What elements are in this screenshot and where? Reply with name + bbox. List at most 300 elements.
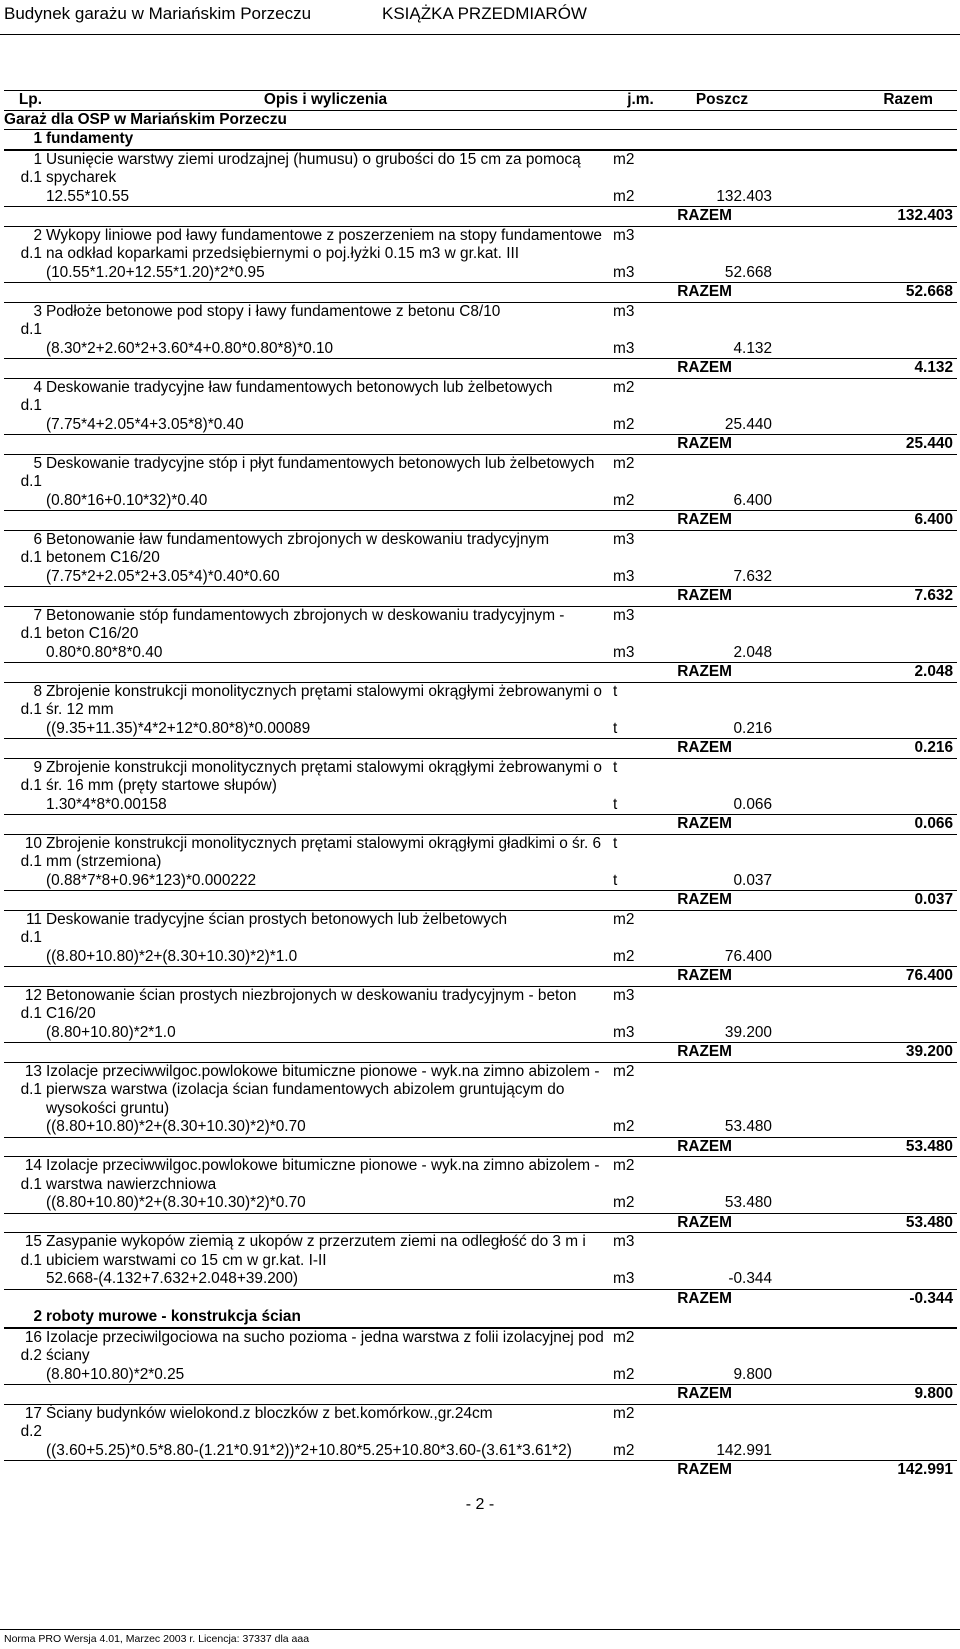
table-row xyxy=(4,1062,957,1119)
item-poszcz-value: 132.403 xyxy=(716,187,772,205)
calculation-unit: m3 xyxy=(613,339,635,357)
razem-cell xyxy=(772,1366,957,1385)
total-row xyxy=(4,1384,957,1404)
lp-cell xyxy=(4,264,42,283)
total-row xyxy=(4,966,957,986)
desc-cell xyxy=(46,435,605,454)
item-poszcz-value: 4.132 xyxy=(733,339,772,357)
item-number-cell xyxy=(4,683,42,720)
total-label: RAZEM xyxy=(677,359,732,376)
total-row xyxy=(4,358,957,378)
item-description: Deskowanie tradycyjne ścian prostych betonowych lub żelbetowych xyxy=(46,910,508,928)
item-unit: m2 xyxy=(613,1404,635,1422)
calculation-row xyxy=(4,1442,957,1461)
item-total-value: 52.668 xyxy=(905,283,953,300)
item-description: Deskowanie tradycyjne stóp i płyt fundamentowych betonowych lub żelbetowych xyxy=(46,454,595,472)
item-number-cell xyxy=(4,455,42,492)
poszcz-cell xyxy=(672,303,772,340)
calculation-unit: m3 xyxy=(613,567,635,585)
item-unit: t xyxy=(613,682,618,700)
item-poszcz-value: 53.480 xyxy=(724,1118,772,1135)
desc-cell xyxy=(46,1138,605,1157)
razem-cell xyxy=(772,531,957,568)
poszcz-cell xyxy=(672,379,772,416)
table-row xyxy=(4,1156,957,1194)
column-header-description: Opis i wyliczenia xyxy=(263,91,388,108)
item-poszcz-value: 53.480 xyxy=(724,1194,772,1211)
lp-cell xyxy=(4,644,42,663)
item-description: Zasypanie wykopów ziemią z ukopów z przerzutem ziemi na odległość do 3 m i ubiciem warstwami co 15 cm w gr.kat. I-II xyxy=(46,1233,586,1269)
total-row xyxy=(4,1137,957,1157)
razem-cell xyxy=(772,227,957,264)
table-row xyxy=(4,758,957,796)
razem-cell xyxy=(772,683,957,720)
header-document-title: KSIĄŻKA PRZEDMIARÓW xyxy=(382,4,587,23)
item-unit: m2 xyxy=(613,150,635,168)
item-chapter: d.1 xyxy=(20,777,42,794)
total-label: RAZEM xyxy=(677,207,732,224)
total-label: RAZEM xyxy=(677,435,732,452)
razem-cell xyxy=(772,1329,957,1366)
lp-cell xyxy=(4,967,42,986)
lp-cell xyxy=(4,492,42,511)
razem-cell xyxy=(772,1270,957,1289)
table-row xyxy=(4,530,957,568)
desc-cell xyxy=(46,1214,605,1233)
calculation-unit: t xyxy=(613,871,618,889)
total-row xyxy=(4,1289,957,1309)
item-number: 13 xyxy=(24,1062,42,1080)
item-chapter: d.1 xyxy=(20,625,42,642)
item-calculation: ((8.80+10.80)*2+(8.30+10.30)*2)*1.0 xyxy=(46,947,298,965)
calculation-unit: m3 xyxy=(613,263,635,281)
table-row xyxy=(4,454,957,492)
lp-cell xyxy=(4,872,42,891)
item-description: Podłoże betonowe pod stopy i ławy fundamentowe z betonu C8/10 xyxy=(46,302,501,320)
header-project-title: Budynek garażu w Mariańskim Porzeczu xyxy=(4,4,312,23)
desc-cell xyxy=(46,739,605,758)
item-calculation: 1.30*4*8*0.00158 xyxy=(46,795,167,813)
item-chapter: d.1 xyxy=(20,169,42,186)
calculation-row xyxy=(4,1366,957,1385)
lp-cell xyxy=(4,663,42,682)
item-calculation: 12.55*10.55 xyxy=(46,187,130,205)
item-chapter: d.1 xyxy=(20,549,42,566)
lp-cell xyxy=(4,948,42,967)
total-label: RAZEM xyxy=(677,891,732,908)
total-row xyxy=(4,738,957,758)
column-header-poszcz: Poszcz xyxy=(695,91,749,108)
item-chapter: d.1 xyxy=(20,321,42,338)
project-name: Garaż dla OSP w Mariańskim Porzeczu xyxy=(4,110,287,128)
item-chapter: d.1 xyxy=(20,1175,42,1193)
poszcz-cell xyxy=(672,835,772,872)
lp-cell xyxy=(4,188,42,207)
item-chapter: d.1 xyxy=(20,245,42,262)
razem-cell xyxy=(772,1194,957,1213)
calculation-unit: t xyxy=(613,795,618,813)
calculation-unit: m2 xyxy=(613,187,635,205)
item-total-value: -0.344 xyxy=(909,1289,953,1307)
item-unit: m2 xyxy=(613,1157,635,1174)
table-row xyxy=(4,986,957,1024)
item-poszcz-value: 39.200 xyxy=(724,1023,772,1041)
calculation-unit: m3 xyxy=(613,643,635,661)
item-number: 16 xyxy=(24,1328,42,1346)
column-header-unit: j.m. xyxy=(627,91,654,108)
item-poszcz-value: -0.344 xyxy=(728,1270,772,1287)
razem-cell xyxy=(772,416,957,435)
item-number: 12 xyxy=(24,986,42,1004)
lp-cell xyxy=(4,587,42,606)
item-chapter: d.2 xyxy=(20,1423,42,1440)
razem-cell xyxy=(772,568,957,587)
item-unit: m2 xyxy=(613,1062,635,1080)
lp-cell xyxy=(4,1290,42,1309)
lp-cell xyxy=(4,1194,42,1213)
total-label: RAZEM xyxy=(677,587,732,604)
item-poszcz-value: 52.668 xyxy=(724,263,772,281)
razem-cell xyxy=(772,188,957,207)
total-label: RAZEM xyxy=(677,815,732,832)
poszcz-cell xyxy=(672,607,772,644)
item-chapter: d.1 xyxy=(20,853,42,870)
item-description: Izolacje przeciwwilgoc.powlokowe bitumiczne pionowe - wyk.na zimno abizolem - warstwa nawierzchniowa xyxy=(46,1157,600,1193)
razem-cell xyxy=(772,759,957,796)
lp-cell xyxy=(4,511,42,530)
razem-cell xyxy=(772,1405,957,1442)
header-rule xyxy=(0,34,960,35)
item-number: 8 xyxy=(33,682,42,700)
item-unit: m2 xyxy=(613,1328,635,1346)
razem-cell xyxy=(772,340,957,359)
calculation-unit: m2 xyxy=(613,1365,635,1383)
item-unit: m2 xyxy=(613,454,635,472)
item-number-cell xyxy=(4,759,42,796)
razem-cell xyxy=(772,1157,957,1194)
calculation-row xyxy=(4,948,957,967)
item-number-cell xyxy=(4,835,42,872)
calculation-row xyxy=(4,1118,957,1137)
item-total-value: 25.440 xyxy=(905,435,953,452)
razem-cell xyxy=(772,1118,957,1137)
desc-cell xyxy=(46,1043,605,1062)
calculation-unit: m2 xyxy=(613,491,635,509)
poszcz-cell xyxy=(672,683,772,720)
item-number: 3 xyxy=(33,302,42,320)
total-label: RAZEM xyxy=(677,1213,732,1231)
item-unit: m2 xyxy=(613,378,635,396)
desc-cell xyxy=(46,511,605,530)
item-description: Betonowanie ścian prostych niezbrojonych w deskowaniu tradycyjnym - beton C16/20 xyxy=(46,986,577,1022)
item-number-cell xyxy=(4,151,42,188)
lp-cell xyxy=(4,1270,42,1289)
total-label: RAZEM xyxy=(677,1289,732,1307)
project-title-row xyxy=(4,111,957,131)
item-number: 1 xyxy=(33,150,42,168)
item-chapter: d.1 xyxy=(20,701,42,718)
total-label: RAZEM xyxy=(677,1043,732,1060)
calculation-row xyxy=(4,568,957,587)
item-unit: m3 xyxy=(613,302,635,320)
table-row xyxy=(4,226,957,264)
item-poszcz-value: 25.440 xyxy=(724,415,772,433)
lp-cell xyxy=(4,435,42,454)
poszcz-cell xyxy=(672,1329,772,1366)
item-number: 15 xyxy=(24,1233,42,1250)
page-header xyxy=(0,0,960,34)
desc-cell xyxy=(46,359,605,378)
calculation-unit: m3 xyxy=(613,1270,635,1287)
lp-cell xyxy=(4,1214,42,1233)
item-calculation: (8.80+10.80)*2*1.0 xyxy=(46,1023,176,1041)
item-calculation: (7.75*4+2.05*4+3.05*8)*0.40 xyxy=(46,415,244,433)
item-total-value: 142.991 xyxy=(897,1461,953,1478)
table-row xyxy=(4,834,957,872)
table-row xyxy=(4,1404,957,1442)
item-chapter: d.1 xyxy=(20,1251,42,1269)
item-calculation: (10.55*1.20+12.55*1.20)*2*0.95 xyxy=(46,263,265,281)
item-poszcz-value: 2.048 xyxy=(733,643,772,661)
item-number: 4 xyxy=(33,378,42,396)
razem-cell xyxy=(772,720,957,739)
total-label: RAZEM xyxy=(677,1385,732,1402)
item-total-value: 0.037 xyxy=(914,891,953,908)
item-description: Betonowanie stóp fundamentowych zbrojonych w deskowaniu tradycyjnym - beton C16/20 xyxy=(46,606,565,642)
calculation-unit: m2 xyxy=(613,1441,635,1459)
item-description: Zbrojenie konstrukcji monolitycznych prętami stalowymi okrągłymi żebrowanymi o śr. 16 mm (pręty startowe słupów) xyxy=(46,758,602,794)
item-unit: m3 xyxy=(613,606,635,624)
item-total-value: 39.200 xyxy=(905,1043,953,1060)
category-row xyxy=(4,1308,957,1328)
razem-cell xyxy=(772,264,957,283)
item-description: Zbrojenie konstrukcji monolitycznych prętami stalowymi okrągłymi żebrowanymi o śr. 12 mm xyxy=(46,682,602,718)
table-header-row xyxy=(4,90,957,111)
item-total-value: 0.066 xyxy=(914,815,953,832)
poszcz-cell xyxy=(672,1157,772,1194)
table-body xyxy=(4,130,957,1480)
total-row xyxy=(4,282,957,302)
item-calculation: ((8.80+10.80)*2+(8.30+10.30)*2)*0.70 xyxy=(46,1194,306,1211)
calculation-row xyxy=(4,188,957,207)
total-label: RAZEM xyxy=(677,511,732,528)
calculation-unit: t xyxy=(613,719,618,737)
poszcz-cell xyxy=(672,455,772,492)
poszcz-cell xyxy=(672,531,772,568)
lp-cell xyxy=(4,891,42,910)
calculation-unit: m2 xyxy=(613,947,635,965)
item-unit: t xyxy=(613,834,618,852)
column-header-razem: Razem xyxy=(883,91,933,108)
poszcz-cell xyxy=(672,1405,772,1442)
calculation-unit: m2 xyxy=(613,1118,635,1135)
razem-cell xyxy=(772,151,957,188)
total-row xyxy=(4,206,957,226)
calculation-row xyxy=(4,264,957,283)
page-number: - 2 - xyxy=(465,1496,495,1513)
item-poszcz-value: 142.991 xyxy=(716,1441,772,1459)
lp-cell xyxy=(4,359,42,378)
item-number-cell xyxy=(4,303,42,340)
calculation-row xyxy=(4,1024,957,1043)
total-row xyxy=(4,586,957,606)
lp-cell xyxy=(4,1118,42,1137)
total-row xyxy=(4,434,957,454)
calculation-unit: m2 xyxy=(613,1194,635,1211)
table-row xyxy=(4,910,957,948)
desc-cell xyxy=(46,891,605,910)
item-number-cell xyxy=(4,987,42,1024)
lp-cell xyxy=(4,1024,42,1043)
total-label: RAZEM xyxy=(677,739,732,756)
item-number-cell xyxy=(4,1157,42,1194)
item-unit: m3 xyxy=(613,1233,635,1250)
calculation-row xyxy=(4,492,957,511)
poszcz-cell xyxy=(672,1233,772,1270)
item-total-value: 53.480 xyxy=(905,1213,953,1231)
calculation-row xyxy=(4,1270,957,1289)
item-poszcz-value: 0.037 xyxy=(733,871,772,889)
item-number-cell xyxy=(4,379,42,416)
item-calculation: 0.80*0.80*8*0.40 xyxy=(46,643,163,661)
total-label: RAZEM xyxy=(677,1137,732,1155)
table-row xyxy=(4,378,957,416)
column-header-lp: Lp. xyxy=(18,91,42,108)
item-number: 10 xyxy=(24,834,42,852)
item-unit: m2 xyxy=(613,910,635,928)
desc-cell xyxy=(46,663,605,682)
razem-cell xyxy=(772,872,957,891)
total-row xyxy=(4,1213,957,1233)
item-calculation: ((8.80+10.80)*2+(8.30+10.30)*2)*0.70 xyxy=(46,1118,306,1135)
item-number-cell xyxy=(4,531,42,568)
item-number-cell xyxy=(4,227,42,264)
razem-cell xyxy=(772,1233,957,1270)
total-label: RAZEM xyxy=(677,283,732,300)
item-number: 5 xyxy=(33,454,42,472)
total-row xyxy=(4,1460,957,1480)
calculation-row xyxy=(4,416,957,435)
table-row xyxy=(4,302,957,340)
item-total-value: 6.400 xyxy=(914,511,953,528)
item-poszcz-value: 0.066 xyxy=(733,795,772,813)
item-number-cell xyxy=(4,1233,42,1270)
desc-cell xyxy=(46,283,605,302)
item-poszcz-value: 0.216 xyxy=(733,719,772,737)
desc-cell xyxy=(46,1461,605,1480)
table-row xyxy=(4,150,957,188)
lp-cell xyxy=(4,1442,42,1461)
item-description: Ściany budynków wielokond.z bloczków z bet.komórkow.,gr.24cm xyxy=(46,1404,493,1422)
razem-cell xyxy=(772,796,957,815)
item-number-cell xyxy=(4,607,42,644)
item-calculation: (8.80+10.80)*2*0.25 xyxy=(46,1365,185,1383)
item-total-value: 7.632 xyxy=(914,587,953,604)
item-description: Izolacje przeciwwilgoc.powlokowe bitumiczne pionowe - wyk.na zimno abizolem - pierwsza warstwa (izolacja ścian fundamentowych abizolem gruntującym do wysokości gruntu) xyxy=(46,1062,600,1117)
total-label: RAZEM xyxy=(677,967,732,984)
category-number: 1 xyxy=(33,130,42,147)
category-name: fundamenty xyxy=(46,130,134,147)
razem-cell xyxy=(772,911,957,948)
table-row xyxy=(4,1232,957,1270)
calculation-row xyxy=(4,644,957,663)
item-number: 6 xyxy=(33,530,42,548)
item-calculation: (0.88*7*8+0.96*123)*0.000222 xyxy=(46,871,257,889)
poszcz-cell xyxy=(672,911,772,948)
desc-cell xyxy=(46,815,605,834)
razem-cell xyxy=(772,987,957,1024)
total-row xyxy=(4,890,957,910)
item-chapter: d.1 xyxy=(20,1081,42,1098)
razem-cell xyxy=(772,303,957,340)
desc-cell xyxy=(46,587,605,606)
item-poszcz-value: 7.632 xyxy=(733,567,772,585)
item-number-cell xyxy=(4,1063,42,1119)
item-number-cell xyxy=(4,911,42,948)
desc-cell xyxy=(46,1290,605,1309)
lp-cell xyxy=(4,1385,42,1404)
poszcz-cell xyxy=(672,227,772,264)
item-number: 9 xyxy=(33,758,42,776)
item-calculation: ((3.60+5.25)*0.5*8.80-(1.21*0.91*2))*2+10.80*5.25+10.80*3.60-(3.61*3.61*2) xyxy=(46,1441,572,1459)
razem-cell xyxy=(772,607,957,644)
table-row xyxy=(4,1328,957,1366)
calculation-row xyxy=(4,340,957,359)
desc-cell xyxy=(46,207,605,226)
item-calculation: (7.75*2+2.05*2+3.05*4)*0.40*0.60 xyxy=(46,567,280,585)
table-row xyxy=(4,682,957,720)
item-description: Wykopy liniowe pod ławy fundamentowe z poszerzeniem na stopy fundamentowe na odkład koparkami przedsiębiernymi o poj.łyżki 0.15 m3 w gr.kat. III xyxy=(46,226,602,262)
item-number-cell xyxy=(4,1405,42,1442)
item-chapter: d.1 xyxy=(20,1005,42,1022)
lp-cell xyxy=(4,796,42,815)
lp-cell xyxy=(4,416,42,435)
item-total-value: 2.048 xyxy=(914,663,953,680)
category-number: 2 xyxy=(33,1308,42,1325)
item-description: Betonowanie ław fundamentowych zbrojonych w deskowaniu tradycyjnym betonem C16/20 xyxy=(46,530,550,566)
lp-cell xyxy=(4,283,42,302)
item-number: 11 xyxy=(26,910,42,928)
lp-cell xyxy=(4,815,42,834)
lp-cell xyxy=(4,207,42,226)
razem-cell xyxy=(772,1024,957,1043)
poszcz-cell xyxy=(672,1063,772,1119)
razem-cell xyxy=(772,1063,957,1119)
item-chapter: d.1 xyxy=(20,473,42,490)
item-number-cell xyxy=(4,1329,42,1366)
poszcz-cell xyxy=(672,987,772,1024)
item-total-value: 53.480 xyxy=(905,1137,953,1155)
total-row xyxy=(4,662,957,682)
item-number: 7 xyxy=(33,606,42,624)
bill-of-quantities-table xyxy=(4,90,957,1480)
calculation-row xyxy=(4,796,957,815)
calculation-row xyxy=(4,872,957,891)
total-label: RAZEM xyxy=(677,663,732,680)
footer-license: Norma PRO Wersja 4.01, Marzec 2003 r. Licencja: 37337 dla aaa xyxy=(4,1633,310,1645)
calculation-unit: m3 xyxy=(613,1023,635,1041)
lp-cell xyxy=(4,1043,42,1062)
item-chapter: d.1 xyxy=(20,929,42,946)
item-calculation: (8.30*2+2.60*2+3.60*4+0.80*0.80*8)*0.10 xyxy=(46,339,334,357)
item-calculation: (0.80*16+0.10*32)*0.40 xyxy=(46,491,208,509)
calculation-row xyxy=(4,1194,957,1213)
razem-cell xyxy=(772,492,957,511)
lp-cell xyxy=(4,568,42,587)
item-calculation: 52.668-(4.132+7.632+2.048+39.200) xyxy=(46,1270,299,1287)
item-chapter: d.1 xyxy=(20,397,42,414)
item-number: 17 xyxy=(24,1404,42,1422)
